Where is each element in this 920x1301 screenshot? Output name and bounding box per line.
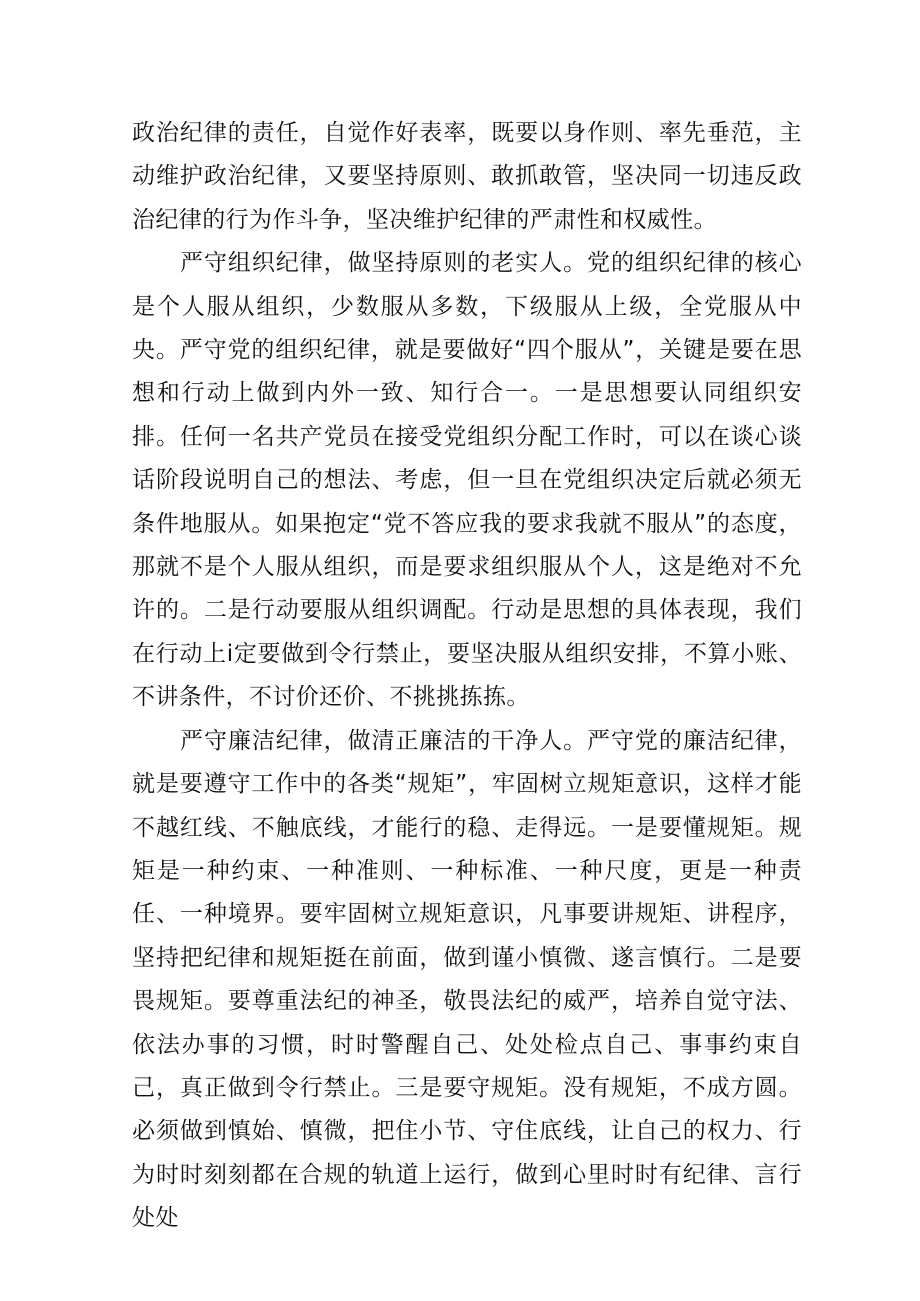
paragraph-organization-discipline: 严守组织纪律，做坚持原则的老实人。党的组织纪律的核心是个人服从组织，少数服从多数，下级服从上级，全党服从中央。严守党的组织纪律，就是要做好“四个服从”，关键是要在思想和行动上做到内外一致、知行合一。一是思想要认同组织安排。任何一名共产党员在接受党组织分配工作时，可以在谈心谈话阶段说明自己的想法、考虑，但一旦在党组织决定后就必须无条件地服从。如果抱定“党不答应我的要求我就不服从”的态度，那就不是个人服从组织，而是要求组织服从个人，这是绝对不允许的。二是行动要服从组织调配。行动是思想的具体表现，我们在行动上i定要做到令行禁止，要坚决服从组织安排，不算小账、不讲条件，不讨价还价、不挑挑拣拣。: [132, 250, 802, 711]
document-body: [132, 112, 802, 1241]
paragraph-integrity-discipline: 严守廉洁纪律，做清正廉洁的干净人。严守党的廉洁纪律，就是要遵守工作中的各类“规矩”，牢固树立规矩意识，这样才能不越红线、不触底线，才能行的稳、走得远。一是要懂规矩。规矩是一种约束、一种准则、一种标准、一种尺度，更是一种责任、一种境界。要牢固树立规矩意识，凡事要讲规矩、讲程序，坚持把纪律和规矩挺在前面，做到谨小慎微、遂言慎行。二是要畏规矩。要尊重法纪的神圣，敬畏法纪的威严，培养自觉守法、依法办事的习惯，时时警醒自己、处处检点自己、事事约束自己，真正做到令行禁止。三是要守规矩。没有规矩，不成方圆。必须做到慎始、慎微，把住小节、守住底线，让自己的权力、行为时时刻刻都在合规的轨道上运行，做到心里时时有纪律、言行处处: [132, 727, 802, 1232]
paragraph-continued: 政治纪律的责任，自觉作好表率，既要以身作则、率先垂范，主动维护政治纪律，又要坚持原则、敢抓敢管，坚决同一切违反政治纪律的行为作斗争，坚决维护纪律的严肃性和权威性。: [132, 120, 802, 233]
